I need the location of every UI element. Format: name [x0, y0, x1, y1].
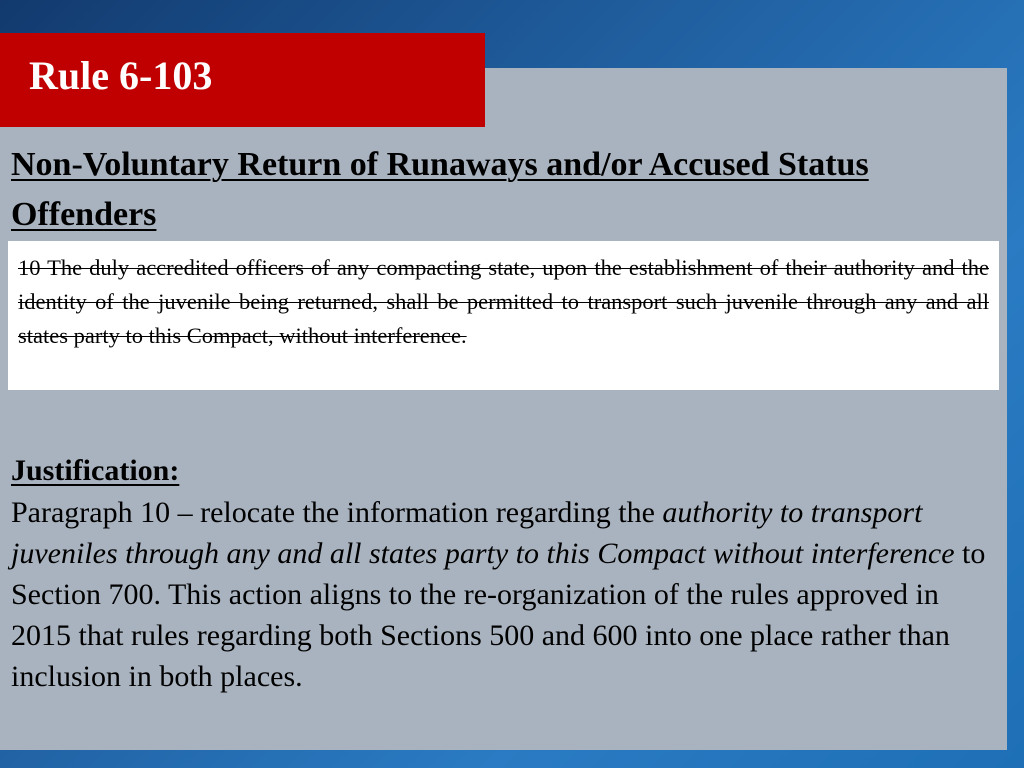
rule-heading: Non-Voluntary Return of Runaways and/or Accused Status Offenders: [11, 146, 869, 233]
struck-paragraph: 10 The duly accredited officers of any compacting state, upon the establishment of their authority and the identity of the juvenile being returned, shall be permitted to transport such juvenile through any and all states party to this Compact, without interference.: [18, 255, 989, 348]
slide-title: Rule 6-103: [29, 53, 213, 98]
justification-rest: to Section 700. This action aligns to the re-organization of the rules approved in 2015 that rules regarding both Sections 500 and 600 into one place rather than inclusion in both places.: [11, 537, 986, 693]
justification-heading: Justification:: [11, 454, 180, 487]
justification-body: [11, 492, 1001, 697]
justification-emphasis: authority to transport juveniles through any and all states party to this Compact without interference: [11, 496, 955, 570]
struck-text-box: [8, 241, 999, 390]
justification-intro: Paragraph 10 – relocate the information regarding the: [11, 496, 663, 529]
